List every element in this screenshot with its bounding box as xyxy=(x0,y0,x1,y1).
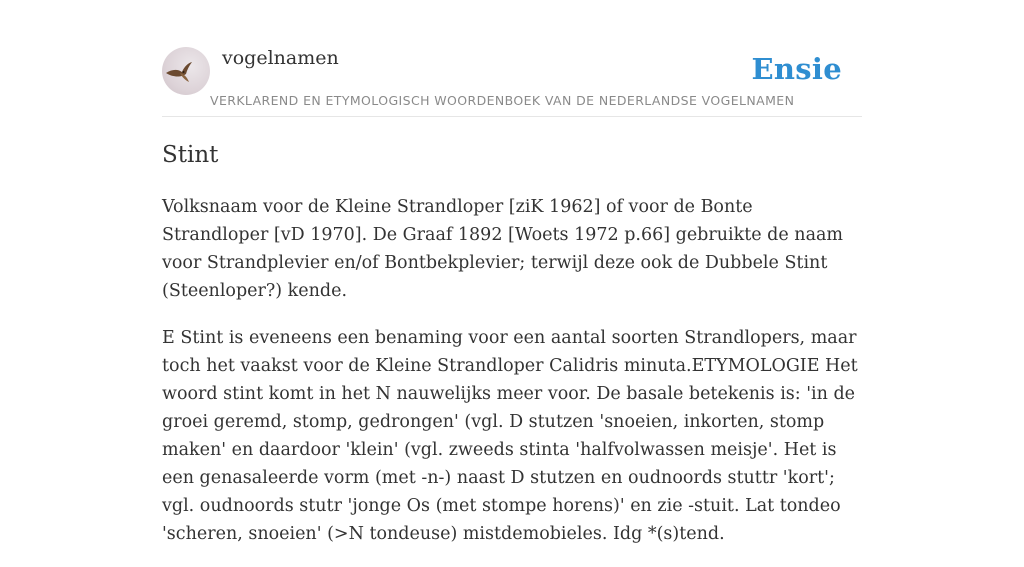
entry-paragraph: E Stint is eveneens een benaming voor een aantal soorten Strandlopers, maar toch het vaakst voor de Kleine Strandloper Calidris minuta.ETYMOLOGIE Het woord stint komt in het N nauwelijks meer voor. De basale betekenis is: 'in de groei geremd, stomp, gedrongen' (vgl. D stutzen 'snoeien, inkorten, stomp maken' en daardoor 'klein' (vgl. zweeds stinta 'halfvolwassen meisje'. Het is een genasaleerde vorm (met -n-) naast D stutzen en oudnoords stuttr 'kort'; vgl. oudnoords stutr 'jonge Os (met stompe horens)' en zie -stuit. Lat tondeo 'scheren, snoeien' (>N tondeuse) mistdemobieles. Idg *(s)tend. xyxy=(162,328,858,544)
dictionary-title[interactable]: vogelnamen xyxy=(222,47,339,69)
dictionary-avatar[interactable] xyxy=(162,47,210,95)
entry-content xyxy=(162,193,862,567)
brand-logo[interactable]: Ensie xyxy=(751,52,842,86)
bird-in-flight-icon xyxy=(162,47,210,95)
dictionary-subtitle: VERKLAREND EN ETYMOLOGISCH WOORDENBOEK VAN DE NEDERLANDSE VOGELNAMEN xyxy=(210,93,795,108)
entry-title: Stint xyxy=(162,142,219,168)
entry-paragraph: Volksnaam voor de Kleine Strandloper [ziK 1962] of voor de Bonte Strandloper [vD 1970]. De Graaf 1892 [Woets 1972 p.66] gebruikte de naam voor Strandplevier en/of Bontbekplevier; terwijl deze ook de Dubbele Stint (Steenloper?) kende. xyxy=(162,197,844,301)
site-header xyxy=(162,46,862,117)
